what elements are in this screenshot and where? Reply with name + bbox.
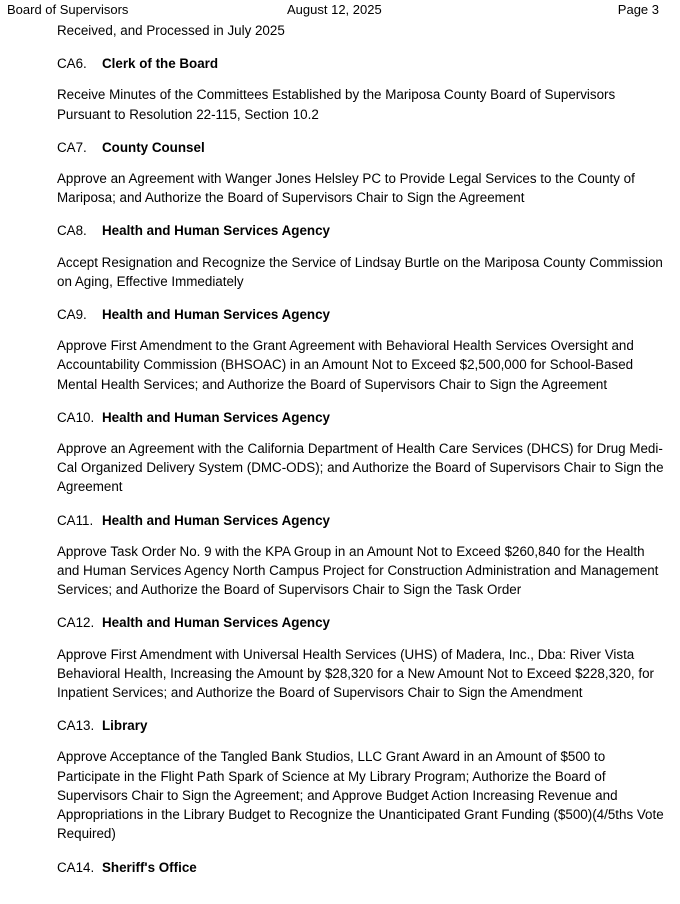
item-code: CA10.	[57, 409, 95, 425]
item-description: Approve an Agreement with Wanger Jones Helsley PC to Provide Legal Services to the County of Mariposa; and Authorize the Board of Supervisors Chair to Sign the Agreement	[57, 171, 635, 206]
item-department: Health and Human Services Agency	[102, 307, 330, 323]
item-description: Approve First Amendment with Universal Health Services (UHS) of Madera, Inc., Dba: River Vista Behavioral Health, Increasing the Amount by $28,320 for a New Amount Not to Exceed $228,320, for Inpatient Services; and Authorize the Board of Supervisors Chair to Sign the Amendment	[57, 646, 654, 701]
item-description: Receive Minutes of the Committees Established by the Mariposa County Board of Supervisors Pursuant to Resolution 22-115, Section 10.2	[57, 87, 616, 122]
item-code: CA9.	[57, 307, 87, 323]
item-department: Health and Human Services Agency	[102, 615, 330, 631]
item-code: CA14.	[57, 859, 95, 875]
agenda-item-ca13	[57, 716, 667, 843]
item-heading	[57, 858, 667, 877]
agenda-content	[57, 21, 667, 889]
item-description: Accept Resignation and Recognize the Service of Lindsay Burtle on the Mariposa County Commission on Aging, Effective Immediately	[57, 254, 663, 289]
item-code: CA12.	[57, 615, 95, 631]
item-heading	[57, 221, 667, 240]
item-description: Approve Acceptance of the Tangled Bank Studios, LLC Grant Award in an Amount of $500 to Participate in the Flight Path Spark of Science at My Library Program; Authorize the Board of Supervisors Chair to Sign the Agreement; and Approve Budget Action Increasing Revenue and Appropriations in the Library Budget to Recognize the Unanticipated Grant Funding ($500)(4/5ths Vote Required)	[57, 749, 664, 842]
item-code: CA7.	[57, 139, 87, 155]
agenda-item-ca10	[57, 408, 667, 497]
item-code: CA11.	[57, 512, 94, 528]
item-description: Approve Task Order No. 9 with the KPA Group in an Amount Not to Exceed $260,840 for the Health and Human Services Agency North Campus Project for Construction Administration and Management Services; and Authorize the Board of Supervisors Chair to Sign the Task Order	[57, 543, 659, 598]
item-heading	[57, 511, 667, 530]
item-department: Library	[102, 718, 148, 734]
agenda-item-ca9	[57, 305, 667, 394]
item-department: Health and Human Services Agency	[102, 409, 330, 425]
agenda-item-ca7	[57, 138, 667, 208]
item-department: Health and Human Services Agency	[102, 512, 330, 528]
item-heading	[57, 138, 667, 157]
item-department: Clerk of the Board	[102, 56, 219, 72]
item-department: Sheriff's Office	[102, 859, 197, 875]
item-description: Approve an Agreement with the California Department of Health Care Services (DHCS) for Drug Medi-Cal Organized Delivery System (DMC-ODS); and Authorize the Board of Supervisors Chair to Sign the Agreement	[57, 441, 664, 495]
item-description: Approve First Amendment to the Grant Agreement with Behavioral Health Services Oversight and Accountability Commission (BHSOAC) in an Amount Not to Exceed $2,500,000 for School-Based Mental Health Services; and Authorize the Board of Supervisors Chair to Sign the Agreement	[57, 338, 634, 392]
item-heading	[57, 54, 667, 73]
agenda-item-ca8	[57, 221, 667, 291]
agenda-item-ca12	[57, 613, 667, 702]
agenda-item-ca14	[57, 858, 667, 877]
agenda-item-ca11	[57, 511, 667, 600]
page-header	[0, 0, 680, 20]
item-code: CA8.	[57, 223, 87, 239]
item-department: Health and Human Services Agency	[102, 223, 330, 239]
item-heading	[57, 305, 667, 324]
agenda-item-ca6	[57, 54, 667, 124]
item-code: CA6.	[57, 56, 87, 72]
item-heading	[57, 613, 667, 632]
item-heading	[57, 716, 667, 735]
item-code: CA13.	[57, 718, 95, 734]
header-board-name: Board of Supervisors	[7, 2, 129, 17]
item-department: County Counsel	[102, 139, 205, 155]
continuation-text: Received, and Processed in July 2025	[57, 23, 285, 38]
header-date: August 12, 2025	[287, 2, 382, 17]
header-page-number: Page 3	[617, 2, 659, 17]
item-heading	[57, 408, 667, 427]
